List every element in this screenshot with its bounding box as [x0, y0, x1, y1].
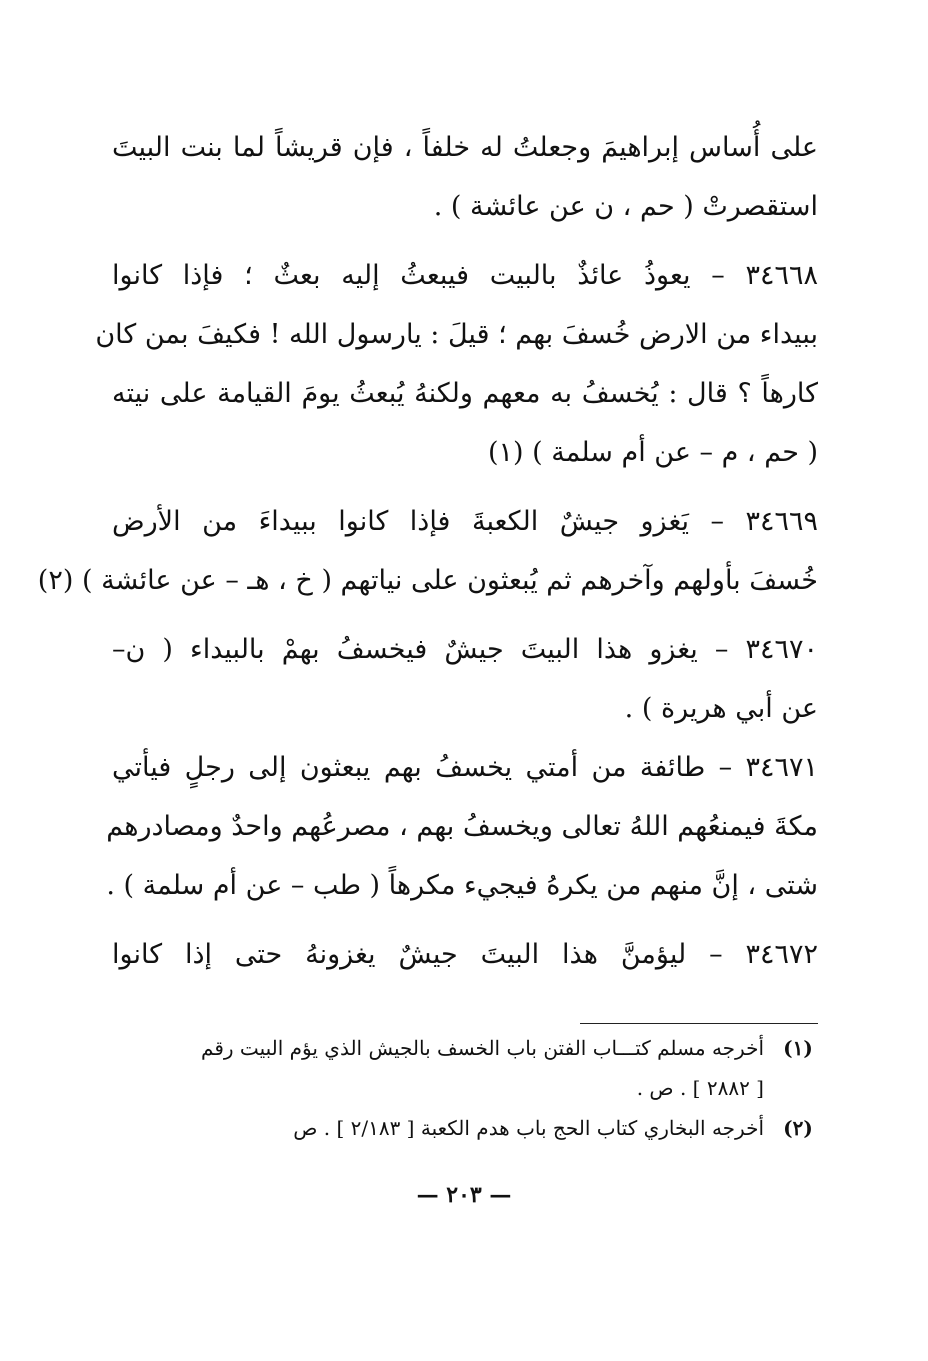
text-line: شتى ، إنَّ منهم من يكرهُ فيجيء مكرهاً ( طب – عن أم سلمة ) . — [106, 870, 818, 901]
footnote-number: (١) — [783, 1036, 813, 1060]
footnote-2 — [112, 1108, 818, 1148]
text-line: ببيداء من الارض خُسفَ بهم ؛ قيلَ : يارسول الله ! فكيفَ بمن كان — [95, 319, 818, 350]
text-line: على أُساس إبراهيمَ وجعلتُ له خلفاً ، فإن قريشاً لما بنت البيتَ — [112, 132, 818, 163]
footnote-text: أخرجه مسلم كتـــاب الفتن باب الخسف بالجيش الذي يؤم البيت رقم — [201, 1036, 764, 1060]
text-line: خُسفَ بأولهم وآخرهم ثم يُبعثون على نياتهم ( خ ، هـ – عن عائشة ) (٢) — [37, 565, 818, 596]
hadith-34670: ٣٤٦٧٠ – يغزو هذا البيتَ جيشٌ فيخسفُ بهمْ بالبيداء ( ن– — [112, 634, 818, 665]
footnote-1 — [112, 1028, 818, 1068]
text-line: استقصرتْ ( حم ، ن عن عائشة ) . — [433, 191, 818, 222]
footnote-divider — [580, 1023, 818, 1024]
footnote-number: (٢) — [783, 1116, 813, 1140]
hadith-34671: ٣٤٦٧١ – طائفة من أمتي يخسفُ بهم يبعثون إلى رجلٍ فيأتي — [112, 752, 818, 783]
hadith-34668: ٣٤٦٦٨ – يعوذُ عائذٌ بالبيت فيبعثُ إليه بعثٌ ؛ فإذا كانوا — [112, 260, 818, 291]
text-line: مكةَ فيمنعُهم اللهُ تعالى ويخسفُ بهم ، مصرعُهم واحدٌ ومصادرهم — [106, 811, 818, 842]
text-line: ( حم ، م – عن أم سلمة ) (١) — [487, 437, 818, 468]
footnotes — [112, 1028, 818, 1148]
footnote-text: أخرجه البخاري كتاب الحج باب هدم الكعبة [ ٢/١٨٣ ] . ص — [293, 1116, 764, 1140]
main-text — [37, 118, 818, 984]
footnote-text: [ ٢٨٨٢ ] . ص . — [636, 1076, 764, 1100]
footnote-1-continuation — [112, 1068, 818, 1108]
hadith-34669: ٣٤٦٦٩ – يَغزو جيشٌ الكعبةَ فإذا كانوا ببيداءَ من الأرض — [112, 506, 818, 537]
page-number: — ٢٠٣ — — [416, 1182, 512, 1208]
text-line: كارهاً ؟ قال : يُخسفُ به معهم ولكنهُ يُبعثُ يومَ القيامة على نيته — [112, 378, 818, 409]
hadith-34672: ٣٤٦٧٢ – ليؤمنَّ هذا البيتَ جيشٌ يغزونهُ حتى إذا كانوا — [112, 939, 818, 970]
text-line: عن أبي هريرة ) . — [624, 693, 818, 724]
